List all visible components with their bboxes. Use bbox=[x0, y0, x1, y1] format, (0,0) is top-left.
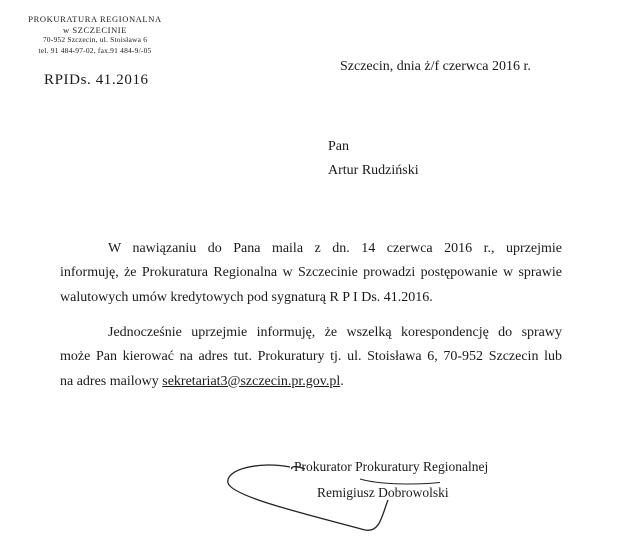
recipient-salutation: Pan bbox=[328, 139, 349, 154]
paragraph-line: może Pan kierować na adres tut. Prokuratury tj. ul. Stoisława 6, 70-952 Szczecin lub bbox=[60, 349, 562, 365]
paragraph-2 bbox=[60, 321, 562, 394]
letterhead-org: PROKURATURA REGIONALNA bbox=[28, 14, 162, 24]
paragraph-line: walutowych umów kredytowych pod sygnaturą R P I Ds. 41.2016. bbox=[60, 289, 433, 305]
signatory-title: Prokurator Prokuratury Regionalnej bbox=[294, 459, 489, 474]
paragraph-line: na adres mailowy sekretariat3@szczecin.pr.gov.pl. bbox=[60, 373, 344, 389]
letter-date: Szczecin, dnia ż/f czerwca 2016 r. bbox=[340, 59, 531, 74]
paragraph-1 bbox=[60, 237, 562, 310]
paragraph-line: W nawiązaniu do Pana maila z dn. 14 czerwca 2016 r., uprzejmie bbox=[108, 241, 562, 256]
letterhead-address: 70-952 Szczecin, ul. Stoisława 6 bbox=[42, 35, 148, 44]
paragraph-line-text: na adres mailowy bbox=[60, 373, 163, 389]
letterhead-phone: tel. 91 484-97-02, fax.91 484-9/-05 bbox=[38, 45, 152, 55]
reference-number: RPIDs. 41.2016 bbox=[44, 72, 149, 88]
paragraph-line: Jednocześnie uprzejmie informuję, że wszelką korespondencję do sprawy bbox=[108, 325, 562, 340]
email-link[interactable]: sekretariat3@szczecin.pr.gov.pl bbox=[162, 373, 341, 389]
paragraph-line: informuję, że Prokuratura Regionalna w Szczecinie prowadzi postępowanie w sprawie bbox=[60, 265, 562, 281]
recipient-name: Artur Rudziński bbox=[328, 163, 419, 178]
letterhead bbox=[20, 14, 170, 56]
letterhead-city: w SZCZECINIE bbox=[62, 24, 128, 35]
signatory-name: Remigiusz Dobrowolski bbox=[317, 485, 449, 500]
